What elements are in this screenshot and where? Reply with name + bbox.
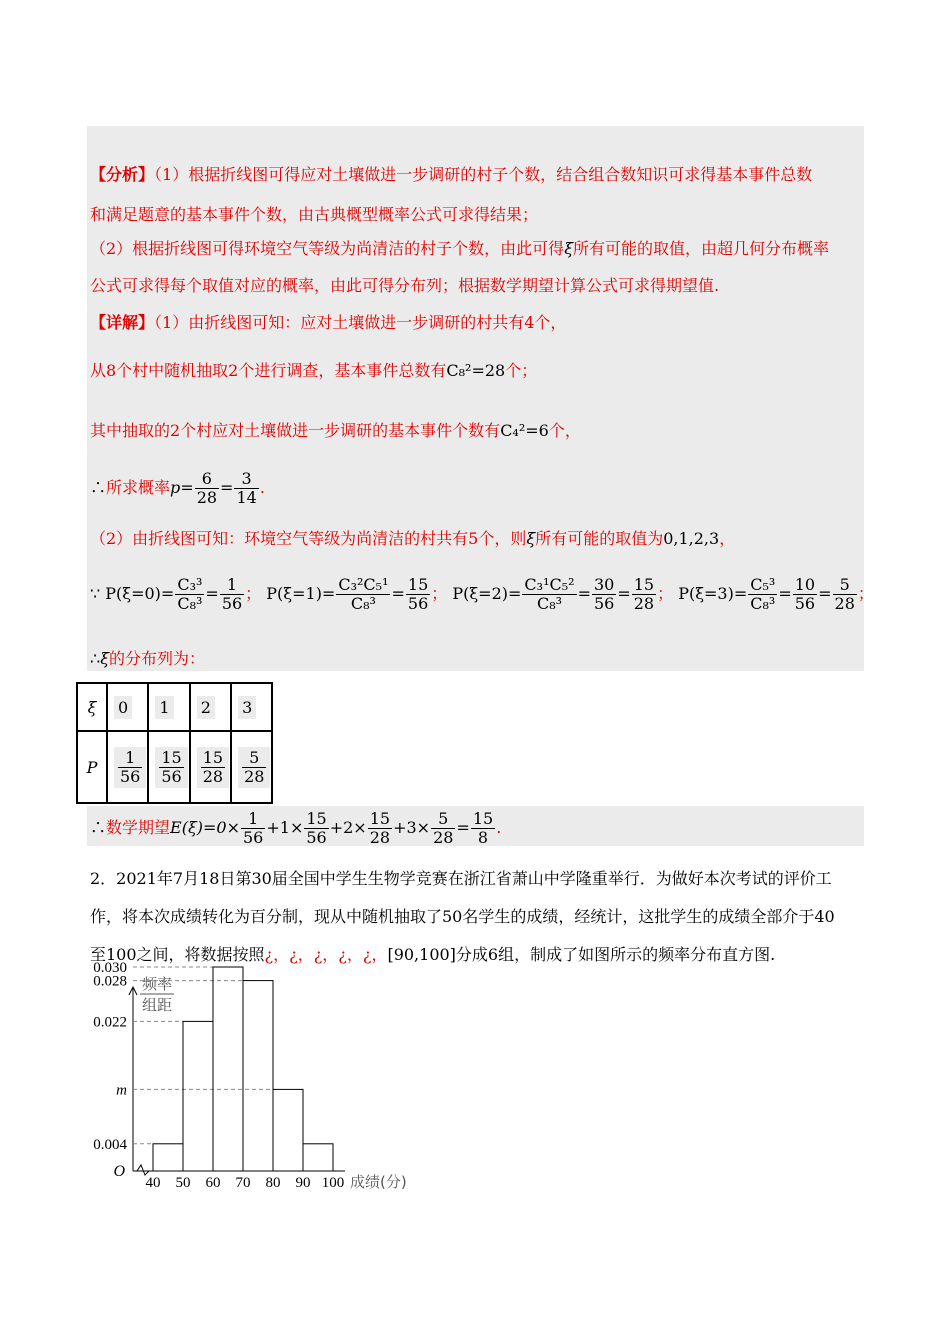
analysis-line-2: 和满足题意的基本事件个数，由古典概型概率公式可求得结果； [90, 205, 539, 224]
analysis-tag: 【分析】 [90, 165, 155, 184]
origin-label: O [113, 1163, 125, 1180]
axis-break-mark [137, 1165, 149, 1175]
fraction: $\frac{5}{28}$ [433, 809, 454, 847]
table-cell: $\frac{1}{56}$ [114, 747, 146, 788]
histogram-bar [303, 1144, 333, 1171]
fraction: $\frac{10}{56}$ [794, 575, 816, 613]
fraction: $\frac{\text{C₃²C₅¹}}{\text{C₈³}}$ [338, 575, 389, 613]
table-cell: $\frac{5}{28}$ [238, 747, 270, 788]
y-tick-label: 0.022 [93, 1014, 127, 1031]
fraction: $\frac{5}{28}$ [834, 575, 855, 613]
detail-line-2: 从8个村中随机抽取2个进行调查，基本事件总数有C₈²=28个； [90, 361, 538, 380]
x-tick-label: 60 [205, 1175, 221, 1191]
table-cell: $\frac{15}{28}$ [197, 747, 229, 788]
fraction: $\frac{1}{56}$ [221, 575, 243, 613]
table-header-p: P [77, 731, 107, 803]
y-axis-label-top: 频率 [142, 975, 173, 993]
fraction: $\frac{6}{28}$ [196, 469, 218, 507]
fraction: $\frac{15}{8}$ [472, 809, 494, 847]
table-cell: $\frac{15}{56}$ [155, 747, 187, 788]
detail-tag: 【详解】 [90, 313, 155, 332]
fraction: $\frac{1}{56}$ [243, 809, 264, 847]
expectation-line: ∴数学期望E(ξ)=0× $\frac{1}{56}$ +1× $\frac{15}{56}$ +2× $\frac{15}{28}$ +3× $\frac{5}{28}$ = $\frac{15}{8}$ . [90, 809, 502, 847]
table-row [77, 731, 272, 803]
y-axis-label-bottom: 组距 [142, 996, 173, 1014]
probability-line: ∵ P(ξ=0)= $\frac{\text{C₃³}}{\text{C₈³}}$ = $\frac{1}{56}$ ； P(ξ=1)= $\frac{\text{C₃²C₅¹}}{\text{C₈³}}$ = $\frac{15}{56}$ ； P(ξ=2)= $\frac{\text{C₃¹C₅²}}{\text{C₈³}}$ = $\frac{30}{56}$ = $\frac{15}{28}$ ； P(ξ=3)= $\frac{\text{C₅³}}{\text{C₈³}}$ = $\frac{10}{56}$ = $\frac{5}{28}$ ； [90, 575, 874, 613]
fraction: $\frac{\text{C₃³}}{\text{C₈³}}$ [177, 575, 203, 613]
histogram-bar [243, 981, 273, 1171]
table-header-xi: ξ [77, 683, 107, 731]
detail-line-3: 其中抽取的2个村应对土壤做进一步调研的基本事件个数有C₄²=6个， [90, 421, 581, 440]
x-tick-label: 40 [145, 1175, 161, 1191]
frequency-histogram [80, 960, 440, 1195]
table-cell: 0 [114, 696, 132, 719]
table-cell: 3 [238, 696, 256, 719]
histogram-bar [273, 1089, 303, 1171]
fraction: $\frac{15}{56}$ [306, 809, 327, 847]
table-cell: 2 [197, 696, 215, 719]
fraction: $\frac{30}{56}$ [593, 575, 615, 613]
question-2-line-1: 2．2021年7月18日第30届全国中学生生物学竞赛在浙江省萧山中学隆重举行．为做好本次考试的评价工 [90, 869, 832, 888]
fraction: $\frac{3}{14}$ [236, 469, 257, 507]
fraction: $\frac{\text{C₅³}}{\text{C₈³}}$ [750, 575, 776, 613]
histogram-bar [213, 967, 243, 1171]
distribution-table [76, 682, 273, 804]
detail-line-5: （2）由折线图可知：环境空气等级为尚清洁的村共有5个，则ξ所有可能的取值为0,1,2,3， [90, 529, 736, 548]
y-tick-label: m [116, 1082, 127, 1099]
distribution-heading: ∴ξ的分布列为： [90, 649, 206, 668]
detail-line-1: 【详解】（1）由折线图可知：应对土壤做进一步调研的村共有4个， [90, 313, 567, 332]
table-row [77, 683, 272, 731]
table-cell: 1 [155, 696, 173, 719]
question-2-line-3: 至100之间，将数据按照¿，¿，¿，¿，¿，[90,100]分成6组，制成了如图所示的频率分布直方图. [90, 945, 776, 964]
x-axis-label: 成绩(分) [350, 1173, 407, 1191]
y-tick-label: 0.004 [93, 1136, 127, 1153]
fraction: $\frac{15}{28}$ [633, 575, 655, 613]
histogram-bar [153, 1144, 183, 1171]
analysis-line-4: 公式可求得每个取值对应的概率，由此可得分布列；根据数学期望计算公式可求得期望值. [90, 276, 720, 295]
x-tick-label: 70 [235, 1175, 251, 1191]
x-tick-label: 90 [295, 1175, 311, 1191]
fraction: $\frac{15}{28}$ [369, 809, 391, 847]
x-tick-label: 50 [175, 1175, 191, 1191]
analysis-line-1: 【分析】（1）根据折线图可得应对土壤做进一步调研的村子个数，结合组合数知识可求得基本事件总数 [90, 165, 813, 184]
y-tick-label: 0.030 [93, 960, 127, 976]
x-tick-label: 80 [265, 1175, 281, 1191]
y-tick-label: 0.028 [93, 973, 127, 990]
question-2-line-2: 作，将本次成绩转化为百分制，现从中随机抽取了50名学生的成绩，经统计，这批学生的成绩全部介于40 [90, 907, 835, 926]
analysis-line-3: （2）根据折线图可得环境空气等级为尚清洁的村子个数，由此可得ξ所有可能的取值，由超几何分布概率 [90, 239, 830, 258]
detail-line-4: ∴所求概率p= $\frac{6}{28}$ = $\frac{3}{14}$ . [90, 469, 265, 507]
histogram-bar [183, 1021, 213, 1171]
fraction: $\frac{15}{56}$ [407, 575, 429, 613]
x-tick-label: 100 [321, 1175, 345, 1191]
fraction: $\frac{\text{C₃¹C₅²}}{\text{C₈³}}$ [524, 575, 575, 613]
